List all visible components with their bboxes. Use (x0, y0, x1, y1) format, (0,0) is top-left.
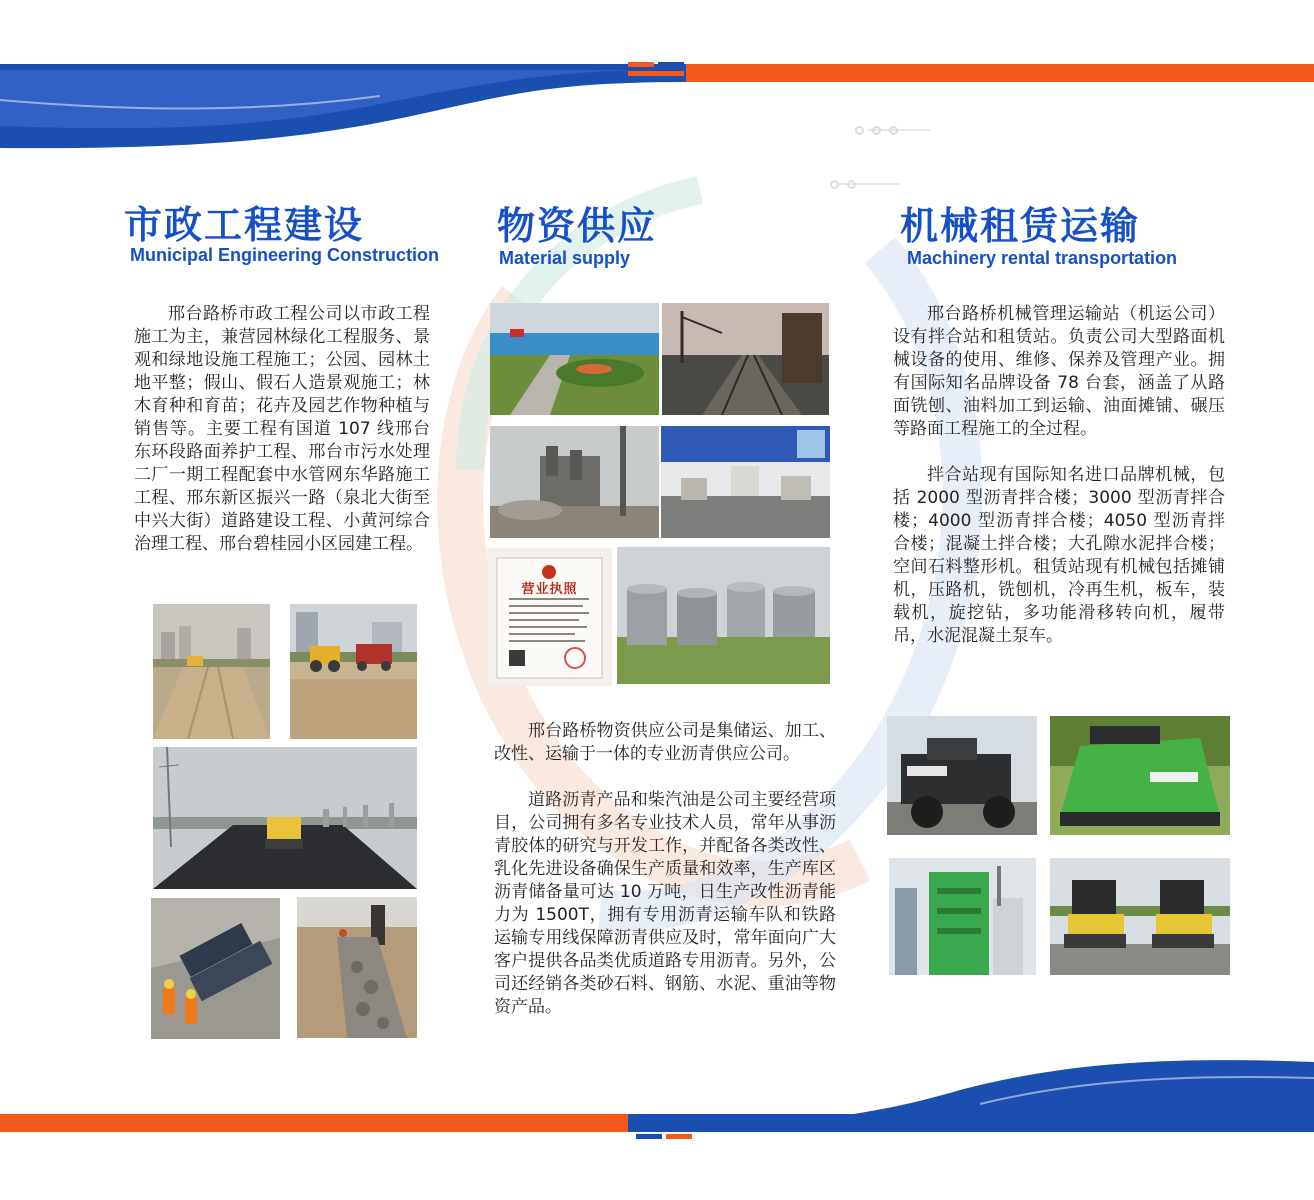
photo-asphalt-plant-exterior (490, 426, 659, 538)
section-title-machinery: 机械租赁运输 (900, 204, 1141, 248)
license-title: 营业执照 (521, 582, 578, 597)
section-subtitle-municipal: Municipal Engineering Construction (130, 245, 440, 265)
photo-pipeline-workers (151, 898, 280, 1039)
machinery-description-2: 拌合站现有国际知名进口品牌机械，包括 2000 型沥青拌合楼；3000 型沥青拌合楼；4000 型沥青拌合楼；4050 型沥青拌合楼；混凝土拌合楼；大孔隙水泥拌合楼；空间石料整形机。租赁站现有机械包括摊铺机，压路机，铣刨机，冷再生机，板车，装载机，旋挖钻，多功能滑移转向机，履带吊，水泥混凝土泵车。 (893, 465, 1225, 646)
photo-depot-garden (490, 303, 659, 415)
decor-dot (830, 180, 839, 189)
decor-dot (847, 180, 856, 189)
photo-laboratory-interior (661, 426, 830, 538)
photo-business-license (487, 548, 612, 686)
machinery-description-1: 邢台路桥机械管理运输站（机运公司）设有拌合站和租赁站。负责公司大型路面机械设备的使用、维修、保养及管理产业。拥有国际知名品牌设备 78 台套，涵盖了从路面铣刨、油料加工到运输、油面摊铺、碾压等路面工程施工的全过程。 (893, 304, 1225, 439)
section-title-municipal: 市政工程建设 (124, 203, 365, 247)
section-title-material: 物资供应 (497, 204, 658, 248)
municipal-description: 邢台路桥市政工程公司以市政工程施工为主，兼营园林绿化工程服务、景观和绿地设施工程施工；公园、园林土地平整；假山、假石人造景观施工；林木育种和育苗；花卉及园艺作物种植与销售等。主要工程有国道 107 线邢台东环段路面养护工程、邢台市污水处理二厂一期工程配套中水管网东华路施工工程、邢东新区振兴一路（泉北大街至中兴大街）道路建设工程、小黄河综合治理工程、邢台碧桂园小区园建工程。 (134, 304, 430, 554)
section-subtitle-machinery: Machinery rental transportation (907, 248, 1178, 268)
photo-asphalt-road-roller (153, 747, 417, 889)
section-subtitle-material: Material supply (499, 248, 631, 268)
material-description-1: 邢台路桥物资供应公司是集储运、加工、改性、运输于一体的专业沥青供应公司。 (494, 721, 836, 764)
photo-road-rollers (1050, 858, 1230, 975)
photo-loaders-site (290, 604, 417, 739)
decor-dot (872, 126, 881, 135)
photo-mixing-plant-tower (889, 858, 1036, 975)
photo-road-base-roller (153, 604, 270, 739)
material-description-2: 道路沥青产品和柴汽油是公司主要经营项目，公司拥有多名专业技术人员，常年从事沥青胶体的研究与开发工作，并配备各类改性、乳化先进设备确保生产质量和效率，生产库区沥青储备量可达 10 万吨，日生产改性沥青能力为 1500T，拥有专用沥青运输车队和铁路运输专用线保障沥青供应及时，常年面向广大客户提供各品类优质道路专用沥青。另外，公司还经销各类砂石料、钢筋、水泥、重油等物资产品。 (494, 790, 836, 1017)
photo-milling-machine (887, 716, 1037, 835)
photo-green-paver (1050, 716, 1230, 835)
photo-storage-tanks (617, 547, 830, 684)
decor-dot (889, 126, 898, 135)
photo-railway-loading (662, 303, 829, 415)
decor-dot (855, 126, 864, 135)
photo-stone-embankment (297, 897, 417, 1038)
